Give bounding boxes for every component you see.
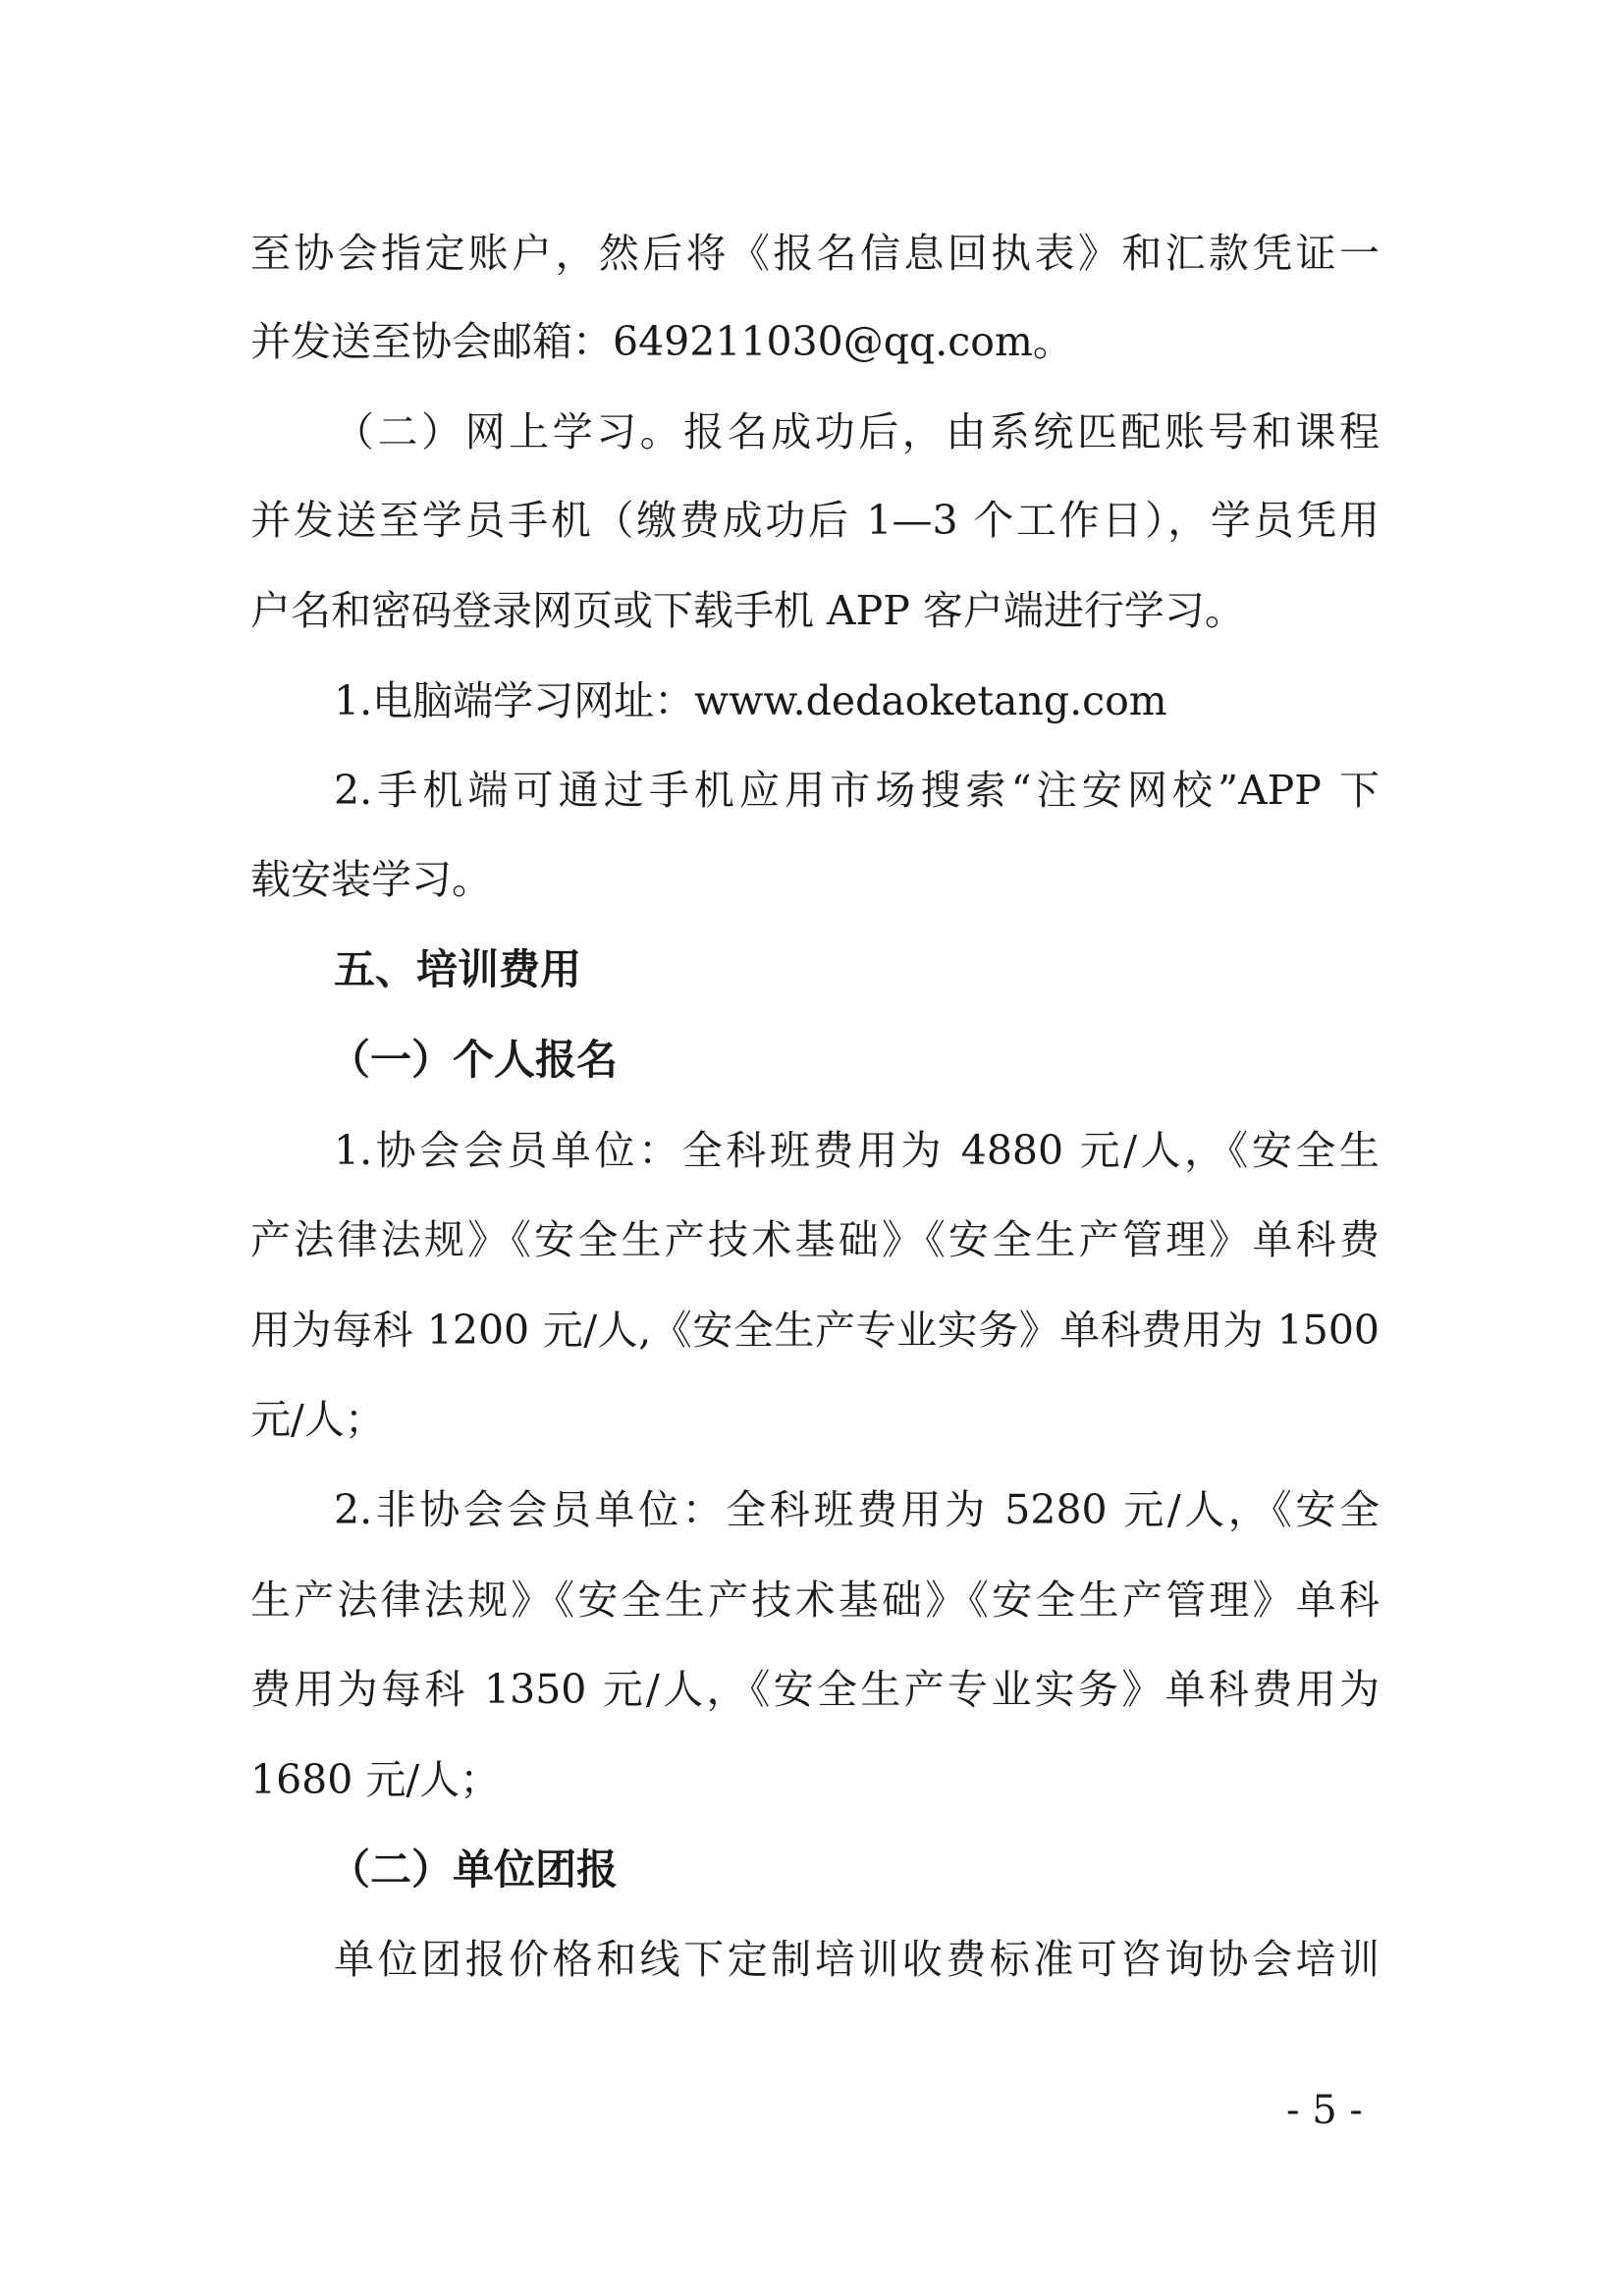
- page-number: - 5 -: [1286, 2088, 1363, 2133]
- body-text-line: 生产法律法规》《安全生产技术基础》《安全生产管理》单科: [250, 1576, 1380, 1624]
- body-text-line: 用为每科 1200 元/人,《安全生产专业实务》单科费用为 1500: [250, 1307, 1380, 1354]
- body-text-line: 1680 元/人；: [250, 1756, 501, 1803]
- body-text-line: 载安装学习。: [250, 856, 492, 903]
- body-text-line: 2.手机端可通过手机应用市场搜索“注安网校”APP 下: [334, 767, 1380, 814]
- body-text-line: 户名和密码登录网页或下载手机 APP 客户端进行学习。: [250, 587, 1245, 634]
- section-heading: 五、培训费用: [334, 945, 582, 993]
- body-text-line: 产法律法规》《安全生产技术基础》《安全生产管理》单科费: [250, 1216, 1380, 1263]
- body-text-line: 1.协会会员单位：全科班费用为 4880 元/人，《安全生: [334, 1127, 1380, 1174]
- body-text-line: 元/人；: [250, 1396, 385, 1443]
- list-item-url: 1.电脑端学习网址：www.dedaoketang.com: [334, 677, 1167, 724]
- body-text-line: 2.非协会会员单位：全科班费用为 5280 元/人，《安全: [334, 1486, 1380, 1533]
- body-text-line: 单位团报价格和线下定制培训收费标准可咨询协会培训: [334, 1936, 1380, 1983]
- subsection-heading: （二）单位团报: [329, 1845, 619, 1894]
- body-text-line: （二）网上学习。报名成功后，由系统匹配账号和课程: [334, 408, 1380, 455]
- subsection-heading: （一）个人报名: [329, 1036, 619, 1084]
- body-text-line: 至协会指定账户，然后将《报名信息回执表》和汇款凭证一: [250, 230, 1380, 277]
- body-text-line: 并发送至学员手机（缴费成功后 1—3 个工作日），学员凭用: [250, 497, 1380, 544]
- body-text-line: 并发送至协会邮箱：649211030@qq.com。: [250, 318, 1073, 365]
- body-text-line: 费用为每科 1350 元/人，《安全生产专业实务》单科费用为: [250, 1666, 1380, 1713]
